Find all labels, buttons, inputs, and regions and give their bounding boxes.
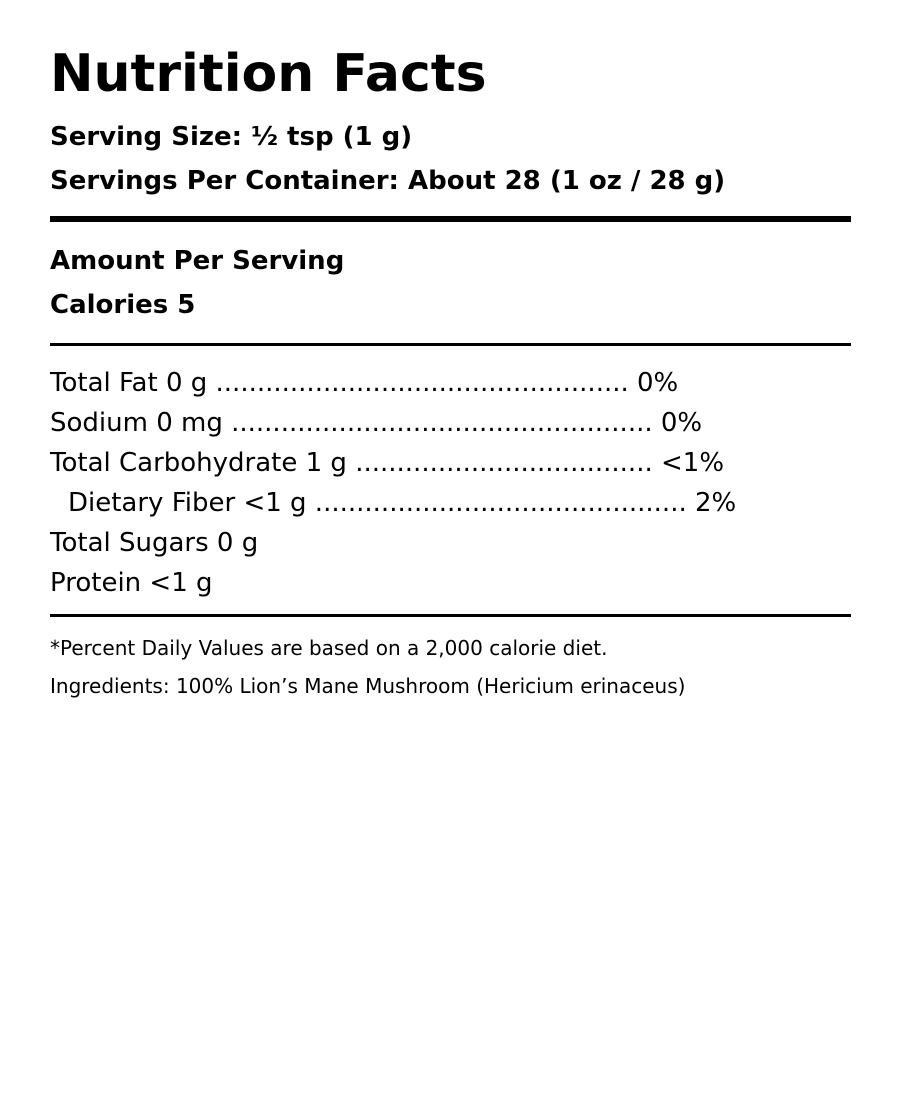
serving-size: Serving Size: ½ tsp (1 g)	[50, 122, 413, 152]
divider	[50, 343, 851, 346]
amount-per-serving-heading: Amount Per Serving	[50, 246, 345, 276]
calories: Calories 5	[50, 290, 196, 320]
servings-per-container: Servings Per Container: About 28 (1 oz / 28 g)	[50, 166, 726, 196]
nutrient-row-dietary-fiber: Dietary Fiber <1 g ............................................. 2%	[68, 488, 737, 518]
nutrient-row-total-fat: Total Fat 0 g .................................................. 0%	[50, 368, 679, 398]
divider	[50, 614, 851, 617]
nutrient-row-sodium: Sodium 0 mg ................................................... 0%	[50, 408, 703, 438]
nutrient-row-total-sugars: Total Sugars 0 g	[50, 528, 259, 558]
ingredients: Ingredients: 100% Lion’s Mane Mushroom (Hericium erinaceus)	[50, 674, 686, 698]
nutrient-row-protein: Protein <1 g	[50, 568, 213, 598]
label-title: Nutrition Facts	[50, 44, 487, 104]
nutrient-row-total-carbohydrate: Total Carbohydrate 1 g .................................... <1%	[50, 448, 725, 478]
thick-divider	[50, 216, 851, 222]
daily-value-footnote: *Percent Daily Values are based on a 2,000 calorie diet.	[50, 636, 608, 660]
